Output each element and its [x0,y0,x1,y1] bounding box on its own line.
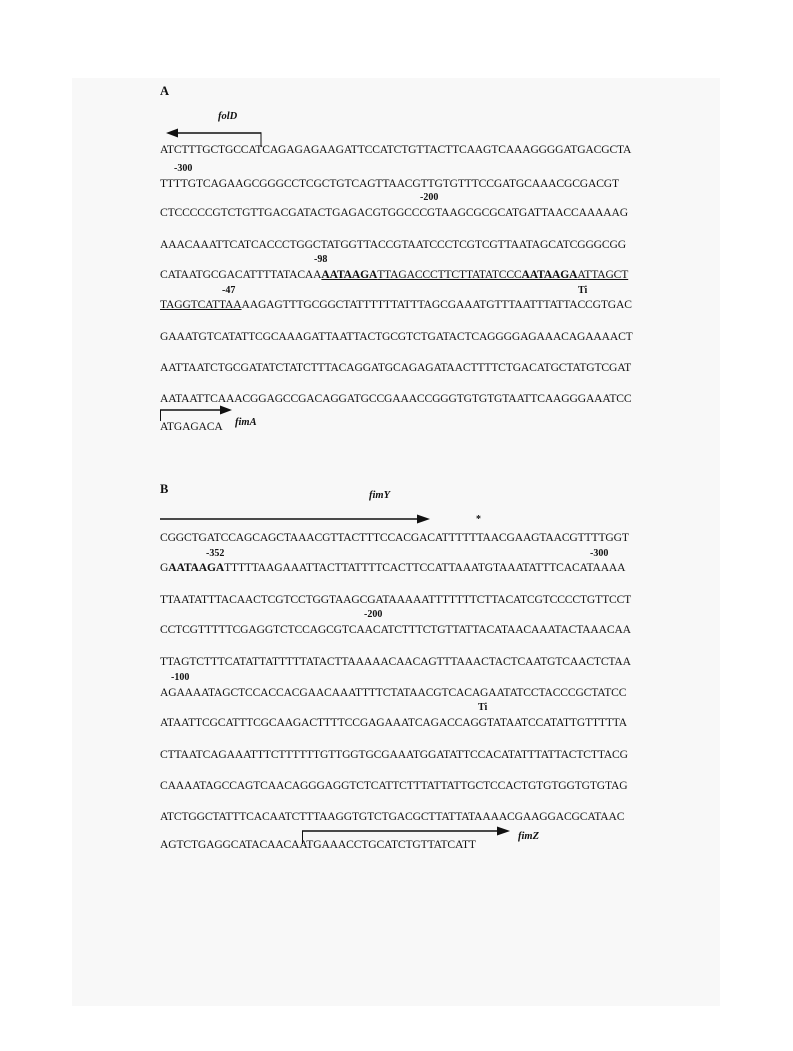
panel-a-mark-minus-300: -300 [174,163,193,174]
panel-b-seq-line-2 [160,561,625,574]
panel-a-mark-ti: Ti [578,285,588,296]
panel-a-seq-line-10: ATGAGACA [160,420,223,433]
panel-b-mark-star: * [476,514,481,525]
fimY-right-arrow [160,513,432,527]
gene-label-fimZ: fimZ [518,831,539,842]
seq-segment: CATAATGCGACATTTTATACAA [160,268,322,281]
panel-b-seq-line-6: AGAAAATAGCTCCACCACGAACAAATTTTCTATAACGTCACAGAATATCCTACCCGCTATCC [160,686,627,699]
panel-a-seq-line-4: AAACAAATTCATCACCCTGGCTATGGTTACCGTAATCCCTCGTCGTTAATAGCATCGGGCGG [160,238,626,251]
panel-b-seq-line-1: CGGCTGATCCAGCAGCTAAACGTTACTTTCCACGACATTTTTTAACGAAGTAACGTTTTGGT [160,531,629,544]
panel-b-seq-line-5: TTAGTCTTTCATATTATTTTTATACTTAAAAACAACAGTTTAAACTACTCAATGTCAACTCTAA [160,655,631,668]
aatаaga-box-1: AATAAGA [321,268,378,281]
panel-b-seq-line-9: CAAAATAGCCAGTCAACAGGGAGGTCTCATTCTTTATTATTGCTCCACTGTGTGGTGTGTAG [160,779,628,792]
panel-b-seq-line-3: TTAATATTTACAACTCGTCCTGGTAAGCGATAAAAATTTTTTTCTTACATCGTCCCCTGTTCCT [160,593,632,606]
panel-a-seq-line-7: GAAATGTCATATTCGCAAAGATTAATTACTGCGTCTGATACTCAGGGGAGAAACAGAAAACT [160,330,633,343]
panel-b-mark-minus-300: -300 [590,548,609,559]
panel-a-seq-line-9: AATAATTCAAACGGAGCCGACAGGATGCCGAAACCGGGTGTGTGTAATTCAAGGGAAATCC [160,392,632,405]
seq-segment: TTTTTAAGAAATTACTTATTTTCACTTCCATTAAATGTAAATATTTCACATAAAA [224,561,626,574]
panel-b-mark-ti: Ti [478,702,488,713]
panel-b-seq-line-4: CCTCGTTTTTCGAGGTCTCCAGCGTCAACATCTTTCTGTTATTACATAACAAATACTAAACAA [160,623,631,636]
panel-a-seq-line-6 [160,298,632,311]
seq-segment: G [160,561,169,574]
aataaga-box: AATAAGA [168,561,225,574]
panel-a-seq-line-2: TTTTGTCAGAAGCGGGCCTCGCTGTCAGTTAACGTTGTGTTTCCGATGCAAACGCGACGT [160,177,619,190]
panel-a-seq-line-8: AATTAATCTGCGATATCTATCTTTACAGGATGCAGAGATAACTTTTCTGACATGCTATGTCGAT [160,361,632,374]
panel-a-mark-minus-200: -200 [420,192,439,203]
panel-a-seq-line-5 [160,268,628,281]
underlined-segment: TAGGTCATTAA [160,298,242,311]
panel-b-mark-minus-100: -100 [171,672,190,683]
gene-label-fimY: fimY [369,490,390,501]
aataaga-box-2: AATAAGA [521,268,578,281]
panel-b-seq-line-8: CTTAATCAGAAATTTCTTTTTTGTTGGTGCGAAATGGATATTCCACATATTTATTACTCTTACG [160,748,628,761]
panel-a-seq-line-3: CTCCCCCGTCTGTTGACGATACTGAGACGTGGCCCGTAAGCGCGCATGATTAACCAAAAAG [160,206,628,219]
panel-b-seq-line-11: AGTCTGAGGCATACAACAATGAAACCTGCATCTGTTATCATT [160,838,476,851]
gene-label-folD: folD [218,111,238,122]
underlined-segment: TTAGACCCTTCTTATATCCC [377,268,522,281]
panel-b-mark-minus-200: -200 [364,609,383,620]
seq-segment: AAGAGTTTGCGGCTATTTTTTATTTAGCGAAATGTTTAATTTATTACCGTGAC [241,298,632,311]
panel-b-seq-line-7: ATAATTCGCATTTCGCAAGACTTTTCCGAGAAATCAGACCAGGTATAATCCATATTGTTTTTA [160,716,628,729]
gene-label-fimA: fimA [235,417,257,428]
panel-a-seq-line-1: ATCTTTGCTGCCATCAGAGAGAAGATTCCATCTGTTACTTCAAGTCAAAGGGGATGACGCTA [160,143,632,156]
panel-b-mark-minus-352: -352 [206,548,225,559]
panel-a-label: A [160,84,170,98]
panel-b-seq-line-10: ATCTGGCTATTTCACAATCTTTAAGGTGTCTGACGCTTATTATAAAACGAAGGACGCATAAC [160,810,625,823]
panel-a-mark-minus-47: -47 [222,285,236,296]
panel-b-label: B [160,482,169,496]
panel-a-mark-minus-98: -98 [314,254,328,265]
underlined-segment: ATTAGCT [577,268,629,281]
